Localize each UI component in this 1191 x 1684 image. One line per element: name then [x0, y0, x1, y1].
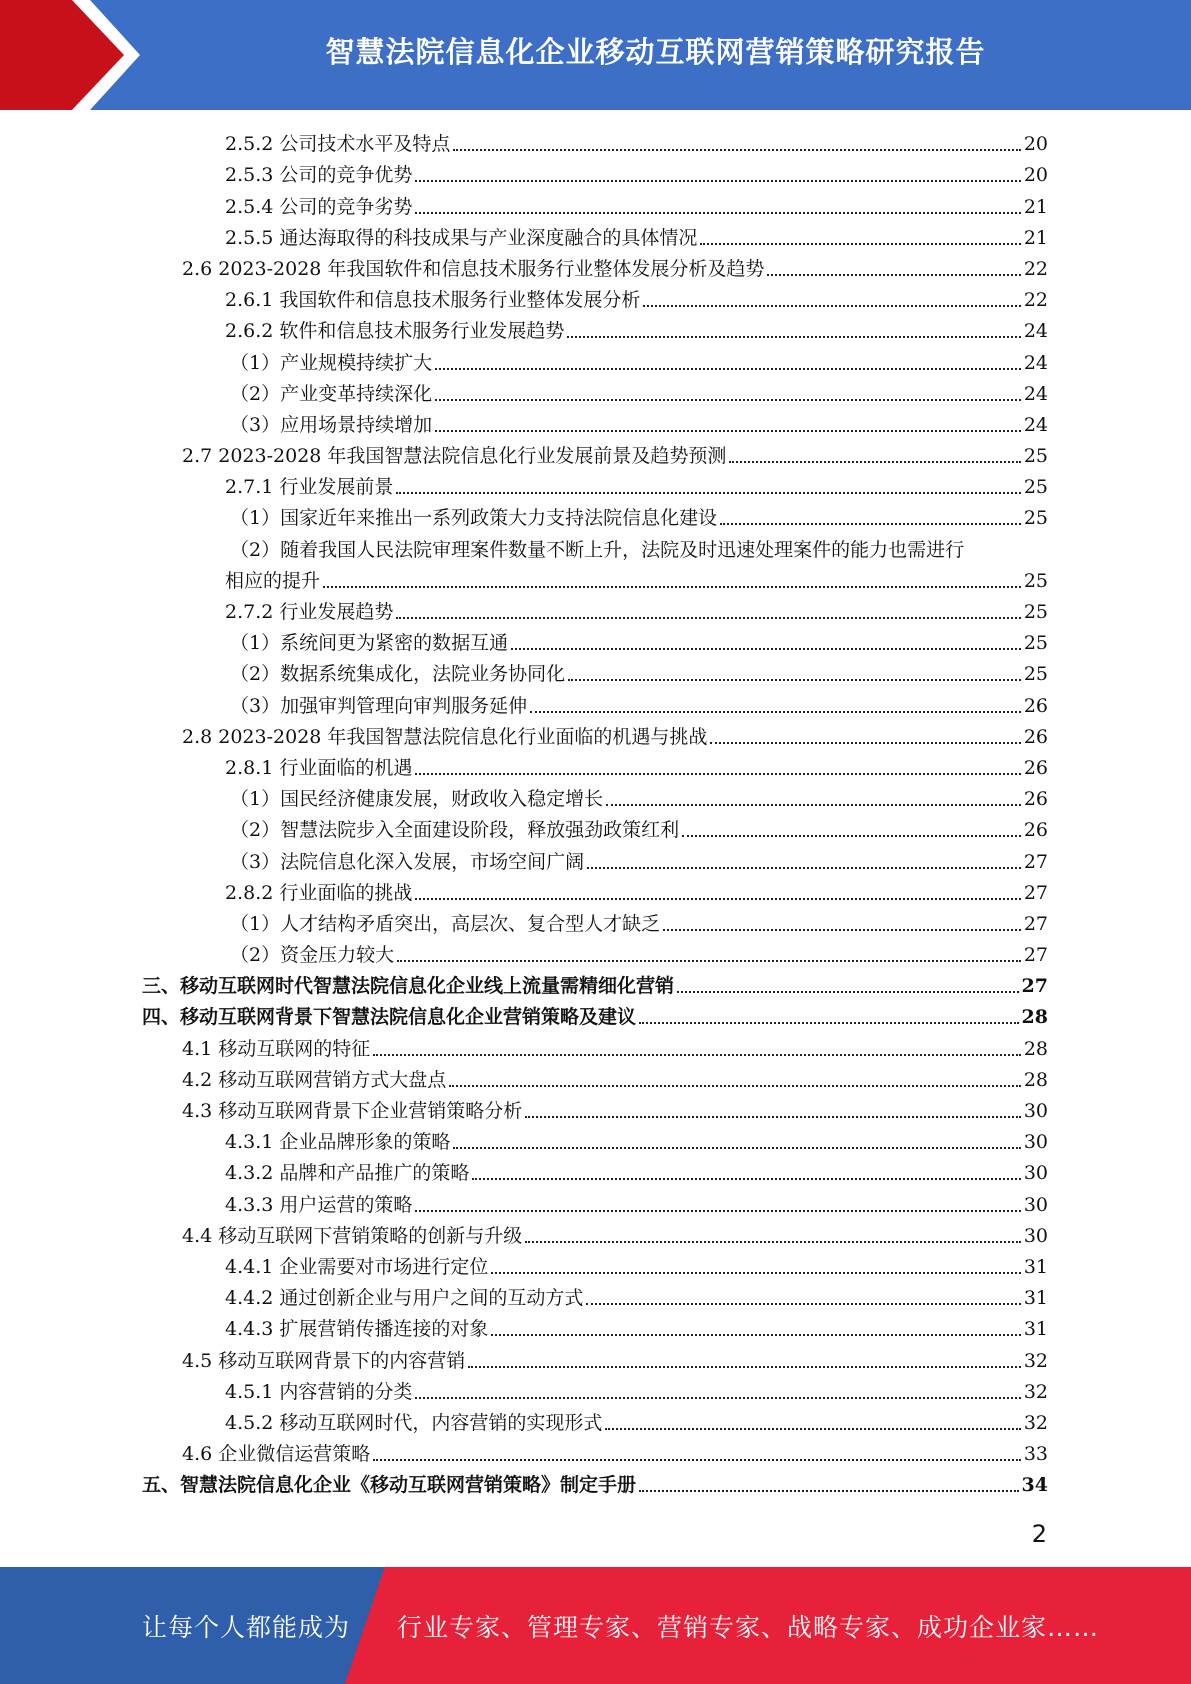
toc-entry-text: 2.6 2023-2028 年我国软件和信息技术服务行业整体发展分析及趋势: [182, 257, 765, 280]
toc-entry-text: （1）国家近年来推出一系列政策大力支持法院信息化建设: [230, 507, 718, 530]
toc-entry[interactable]: [0, 626, 1191, 657]
toc-leader-dots: [468, 1366, 1021, 1368]
toc-entry-page: 30: [1023, 1162, 1048, 1185]
toc-leader-dots: [567, 336, 1020, 338]
toc-entry-wrapped-line: [0, 532, 1191, 563]
toc-entry-page: 30: [1023, 1224, 1048, 1247]
toc-entry-text: 2.7.2 行业发展趋势: [225, 601, 394, 623]
toc-entry-page: 25: [1023, 507, 1048, 530]
toc-entry-text: 4.5 移动互联网背景下的内容营销: [182, 1349, 466, 1372]
toc-entry-text: 4.3.2 品牌和产品推广的策略: [225, 1162, 470, 1185]
toc-entry-page: 25: [1023, 445, 1048, 468]
toc-entry[interactable]: [0, 408, 1191, 439]
toc-entry-text: 2.5.5 通达海取得的科技成果与产业深度融合的具体情况: [225, 226, 698, 249]
toc-entry-text: （3）加强审判管理向审判服务延伸: [230, 694, 528, 717]
toc-leader-dots: [525, 1116, 1021, 1118]
toc-entry[interactable]: [0, 377, 1191, 408]
toc-entry-text: 2.7.1 行业发展前景: [225, 476, 394, 499]
toc-leader-dots: [415, 212, 1020, 214]
toc-entry[interactable]: [0, 1375, 1191, 1406]
toc-leader-dots: [435, 368, 1021, 370]
toc-entry[interactable]: [0, 720, 1191, 751]
toc-entry[interactable]: [0, 127, 1191, 158]
toc-leader-dots: [720, 523, 1021, 525]
chevron-arrow-icon: [0, 0, 160, 110]
toc-entry-page: 33: [1023, 1443, 1048, 1466]
toc-entry-text: 4.4.2 通过创新企业与用户之间的互动方式: [225, 1287, 584, 1310]
footer-slogan-right: 行业专家、管理专家、营销专家、战略专家、成功企业家……: [397, 1612, 1100, 1642]
toc-entry[interactable]: [0, 158, 1191, 189]
toc-entry[interactable]: [0, 1187, 1191, 1218]
toc-leader-dots: [568, 679, 1021, 681]
toc-entry-page: 27: [1023, 944, 1048, 967]
page-number: 2: [1031, 1520, 1047, 1548]
toc-entry-text: 三、移动互联网时代智慧法院信息化企业线上流量需精细化营销: [142, 975, 675, 998]
toc-entry-text: （1）国民经济健康发展，财政收入稳定增长: [230, 788, 604, 811]
toc-entry-text: （2）随着我国人民法院审理案件数量不断上升，法院及时迅速处理案件的能力也需进行: [230, 538, 965, 561]
toc-entry-text: 4.3.1 企业品牌形象的策略: [225, 1131, 451, 1154]
toc-leader-dots: [677, 991, 1019, 993]
toc-leader-dots: [643, 305, 1020, 307]
toc-entry[interactable]: [0, 688, 1191, 719]
toc-leader-dots: [639, 1022, 1019, 1024]
toc-entry-text: 五、智慧法院信息化企业《移动互联网营销策略》制定手册: [142, 1474, 637, 1497]
toc-entry[interactable]: [0, 1437, 1191, 1468]
toc-entry-text: 4.4.3 扩展营销传播连接的对象: [225, 1318, 489, 1341]
toc-entry-text: （1）人才结构矛盾突出，高层次、复合型人才缺乏: [230, 912, 661, 935]
toc-entry[interactable]: [0, 1063, 1191, 1094]
toc-entry[interactable]: [0, 345, 1191, 376]
toc-entry-page: 30: [1023, 1193, 1048, 1216]
toc-entry-text: 2.6.1 我国软件和信息技术服务行业整体发展分析: [225, 289, 641, 312]
footer-banner: [0, 1567, 1191, 1684]
toc-leader-dots: [415, 898, 1020, 900]
toc-entry[interactable]: [0, 969, 1191, 1000]
toc-leader-dots: [415, 1210, 1020, 1212]
toc-entry-page: 25: [1023, 476, 1048, 499]
toc-entry-page: 20: [1023, 133, 1048, 156]
toc-leader-dots: [435, 430, 1021, 432]
toc-entry-page: 22: [1023, 289, 1048, 312]
toc-entry[interactable]: [0, 1312, 1191, 1343]
toc-leader-dots: [639, 1490, 1019, 1492]
toc-entry-text: 2.8.2 行业面临的挑战: [225, 881, 413, 904]
toc-entry-text: （2）产业变革持续深化: [230, 382, 433, 405]
toc-entry-page: 25: [1023, 663, 1048, 686]
toc-entry-page: 21: [1023, 195, 1048, 218]
toc-leader-dots: [682, 835, 1021, 837]
toc-entry-text: 2.6.2 软件和信息技术服务行业发展趋势: [225, 320, 565, 343]
toc-leader-dots: [729, 461, 1020, 463]
toc-leader-dots: [453, 1147, 1020, 1149]
toc-entry-page: 34: [1021, 1474, 1048, 1497]
toc-entry-text: 4.3 移动互联网背景下企业营销策略分析: [182, 1100, 523, 1122]
toc-entry[interactable]: [0, 1125, 1191, 1156]
toc-entry[interactable]: [0, 751, 1191, 782]
toc-entry-text: 4.3.3 用户运营的策略: [225, 1193, 413, 1216]
toc-leader-dots: [397, 960, 1021, 962]
toc-leader-dots: [710, 742, 1020, 744]
toc-entry[interactable]: [0, 813, 1191, 844]
toc-entry[interactable]: [0, 501, 1191, 532]
toc-leader-dots: [525, 1241, 1021, 1243]
toc-entry-page: 25: [1023, 569, 1048, 592]
toc-entry[interactable]: [0, 844, 1191, 875]
toc-entry-page: 31: [1023, 1287, 1048, 1310]
toc-entry-page: 26: [1023, 756, 1048, 779]
toc-entry-text: 4.4 移动互联网下营销策略的创新与升级: [182, 1224, 523, 1247]
toc-entry[interactable]: [0, 907, 1191, 938]
toc-entry-text: 4.1 移动互联网的特征: [182, 1037, 371, 1060]
toc-entry[interactable]: [0, 564, 1191, 595]
toc-entry-text: 2.7 2023-2028 年我国智慧法院信息化行业发展前景及趋势预测: [182, 445, 727, 468]
toc-entry-page: 22: [1023, 257, 1048, 280]
toc-leader-dots: [530, 711, 1021, 713]
toc-entry-page: 27: [1023, 912, 1048, 935]
toc-entry[interactable]: [0, 1406, 1191, 1437]
toc-entry[interactable]: [0, 189, 1191, 220]
toc-entry-text: 相应的提升: [225, 569, 321, 592]
toc-entry-text: 4.4.1 企业需要对市场进行定位: [225, 1255, 489, 1278]
toc-entry-page: 30: [1023, 1131, 1048, 1154]
toc-leader-dots: [415, 1397, 1020, 1399]
toc-leader-dots: [767, 274, 1020, 276]
toc-entry-page: 20: [1023, 164, 1048, 187]
toc-leader-dots: [586, 1303, 1020, 1305]
toc-entry-page: 24: [1023, 351, 1048, 374]
toc-entry-page: 24: [1023, 413, 1048, 436]
toc-entry-text: （2）资金压力较大: [230, 944, 395, 967]
toc-entry[interactable]: [0, 1000, 1191, 1031]
toc-entry-page: 31: [1023, 1255, 1048, 1278]
toc-leader-dots: [700, 243, 1020, 245]
toc-entry[interactable]: [0, 1219, 1191, 1250]
toc-entry-page: 32: [1023, 1349, 1048, 1372]
toc-entry-page: 25: [1023, 632, 1048, 655]
toc-entry-page: 28: [1021, 1006, 1048, 1029]
toc-entry[interactable]: [0, 595, 1191, 626]
toc-entry[interactable]: [0, 470, 1191, 501]
toc-entry-text: 2.8 2023-2028 年我国智慧法院信息化行业面临的机遇与挑战: [182, 725, 708, 748]
toc-entry-text: （2）数据系统集成化，法院业务协同化: [230, 663, 566, 686]
toc-leader-dots: [491, 1334, 1020, 1336]
toc-leader-dots: [396, 492, 1020, 494]
toc-leader-dots: [472, 1178, 1020, 1180]
toc-leader-dots: [491, 1272, 1020, 1274]
toc-entry[interactable]: [0, 1094, 1191, 1125]
toc-entry-text: 2.8.1 行业面临的机遇: [225, 756, 413, 779]
toc-entry[interactable]: [0, 1250, 1191, 1281]
toc-entry[interactable]: [0, 657, 1191, 688]
toc-entry-text: 2.5.3 公司的竞争优势: [225, 164, 413, 187]
toc-entry-text: 4.2 移动互联网营销方式大盘点: [182, 1068, 447, 1091]
toc-entry[interactable]: [0, 1156, 1191, 1187]
toc-entry-page: 28: [1023, 1037, 1048, 1060]
toc-entry-text: 4.5.2 移动互联网时代，内容营销的实现形式: [225, 1411, 603, 1434]
toc-entry-text: （3）应用场景持续增加: [230, 413, 433, 436]
toc-entry-page: 30: [1023, 1100, 1048, 1122]
toc-entry[interactable]: [0, 314, 1191, 345]
toc-entry-page: 25: [1023, 601, 1048, 623]
toc-entry[interactable]: [0, 938, 1191, 969]
toc-entry[interactable]: [0, 1343, 1191, 1374]
report-title: 智慧法院信息化企业移动互联网营销策略研究报告: [325, 34, 986, 69]
toc-entry[interactable]: [0, 1468, 1191, 1499]
toc-entry[interactable]: [0, 283, 1191, 314]
toc-entry-text: 2.5.4 公司的竞争劣势: [225, 195, 413, 218]
toc-entry-page: 32: [1023, 1411, 1048, 1434]
toc-leader-dots: [453, 149, 1020, 151]
toc-entry-page: 24: [1023, 382, 1048, 405]
toc-leader-dots: [449, 1085, 1021, 1087]
toc-leader-dots: [663, 929, 1021, 931]
toc-entry-text: （2）智慧法院步入全面建设阶段，释放强劲政策红利: [230, 819, 680, 842]
toc-entry[interactable]: [0, 221, 1191, 252]
toc-entry-page: 27: [1023, 881, 1048, 904]
toc-entry-text: 2.5.2 公司技术水平及特点: [225, 133, 451, 156]
toc-entry[interactable]: [0, 1031, 1191, 1062]
toc-entry-text: 4.6 企业微信运营策略: [182, 1443, 371, 1466]
table-of-contents: [0, 127, 1191, 1499]
toc-entry-page: 32: [1023, 1380, 1048, 1403]
toc-entry-page: 27: [1023, 850, 1048, 873]
toc-entry-text: （3）法院信息化深入发展，市场空间广阔: [230, 850, 585, 873]
toc-leader-dots: [511, 648, 1021, 650]
toc-entry-page: 26: [1023, 819, 1048, 842]
toc-entry-page: 27: [1021, 975, 1048, 998]
toc-leader-dots: [323, 586, 1021, 588]
toc-leader-dots: [373, 1459, 1021, 1461]
toc-leader-dots: [396, 617, 1020, 619]
toc-leader-dots: [415, 773, 1020, 775]
toc-leader-dots: [587, 867, 1021, 869]
header-bar: [0, 0, 1191, 110]
toc-entry-page: 28: [1023, 1068, 1048, 1091]
toc-entry-page: 26: [1023, 694, 1048, 717]
toc-entry-page: 26: [1023, 725, 1048, 748]
toc-leader-dots: [435, 399, 1021, 401]
toc-entry[interactable]: [0, 782, 1191, 813]
toc-entry[interactable]: [0, 1281, 1191, 1312]
toc-entry[interactable]: [0, 439, 1191, 470]
toc-leader-dots: [373, 1054, 1021, 1056]
toc-entry-text: （1）产业规模持续扩大: [230, 351, 433, 374]
toc-entry[interactable]: [0, 252, 1191, 283]
toc-entry-text: （1）系统间更为紧密的数据互通: [230, 632, 509, 655]
toc-entry-text: 四、移动互联网背景下智慧法院信息化企业营销策略及建议: [142, 1006, 637, 1029]
footer-slogan-left: 让每个人都能成为: [142, 1612, 351, 1642]
toc-leader-dots: [606, 804, 1021, 806]
toc-entry-text: 4.5.1 内容营销的分类: [225, 1380, 413, 1403]
toc-entry-page: 31: [1023, 1318, 1048, 1341]
toc-entry-page: 21: [1023, 226, 1048, 249]
toc-leader-dots: [415, 180, 1020, 182]
toc-leader-dots: [605, 1428, 1020, 1430]
toc-entry[interactable]: [0, 876, 1191, 907]
toc-entry-page: 24: [1023, 320, 1048, 343]
toc-entry-page: 26: [1023, 788, 1048, 811]
